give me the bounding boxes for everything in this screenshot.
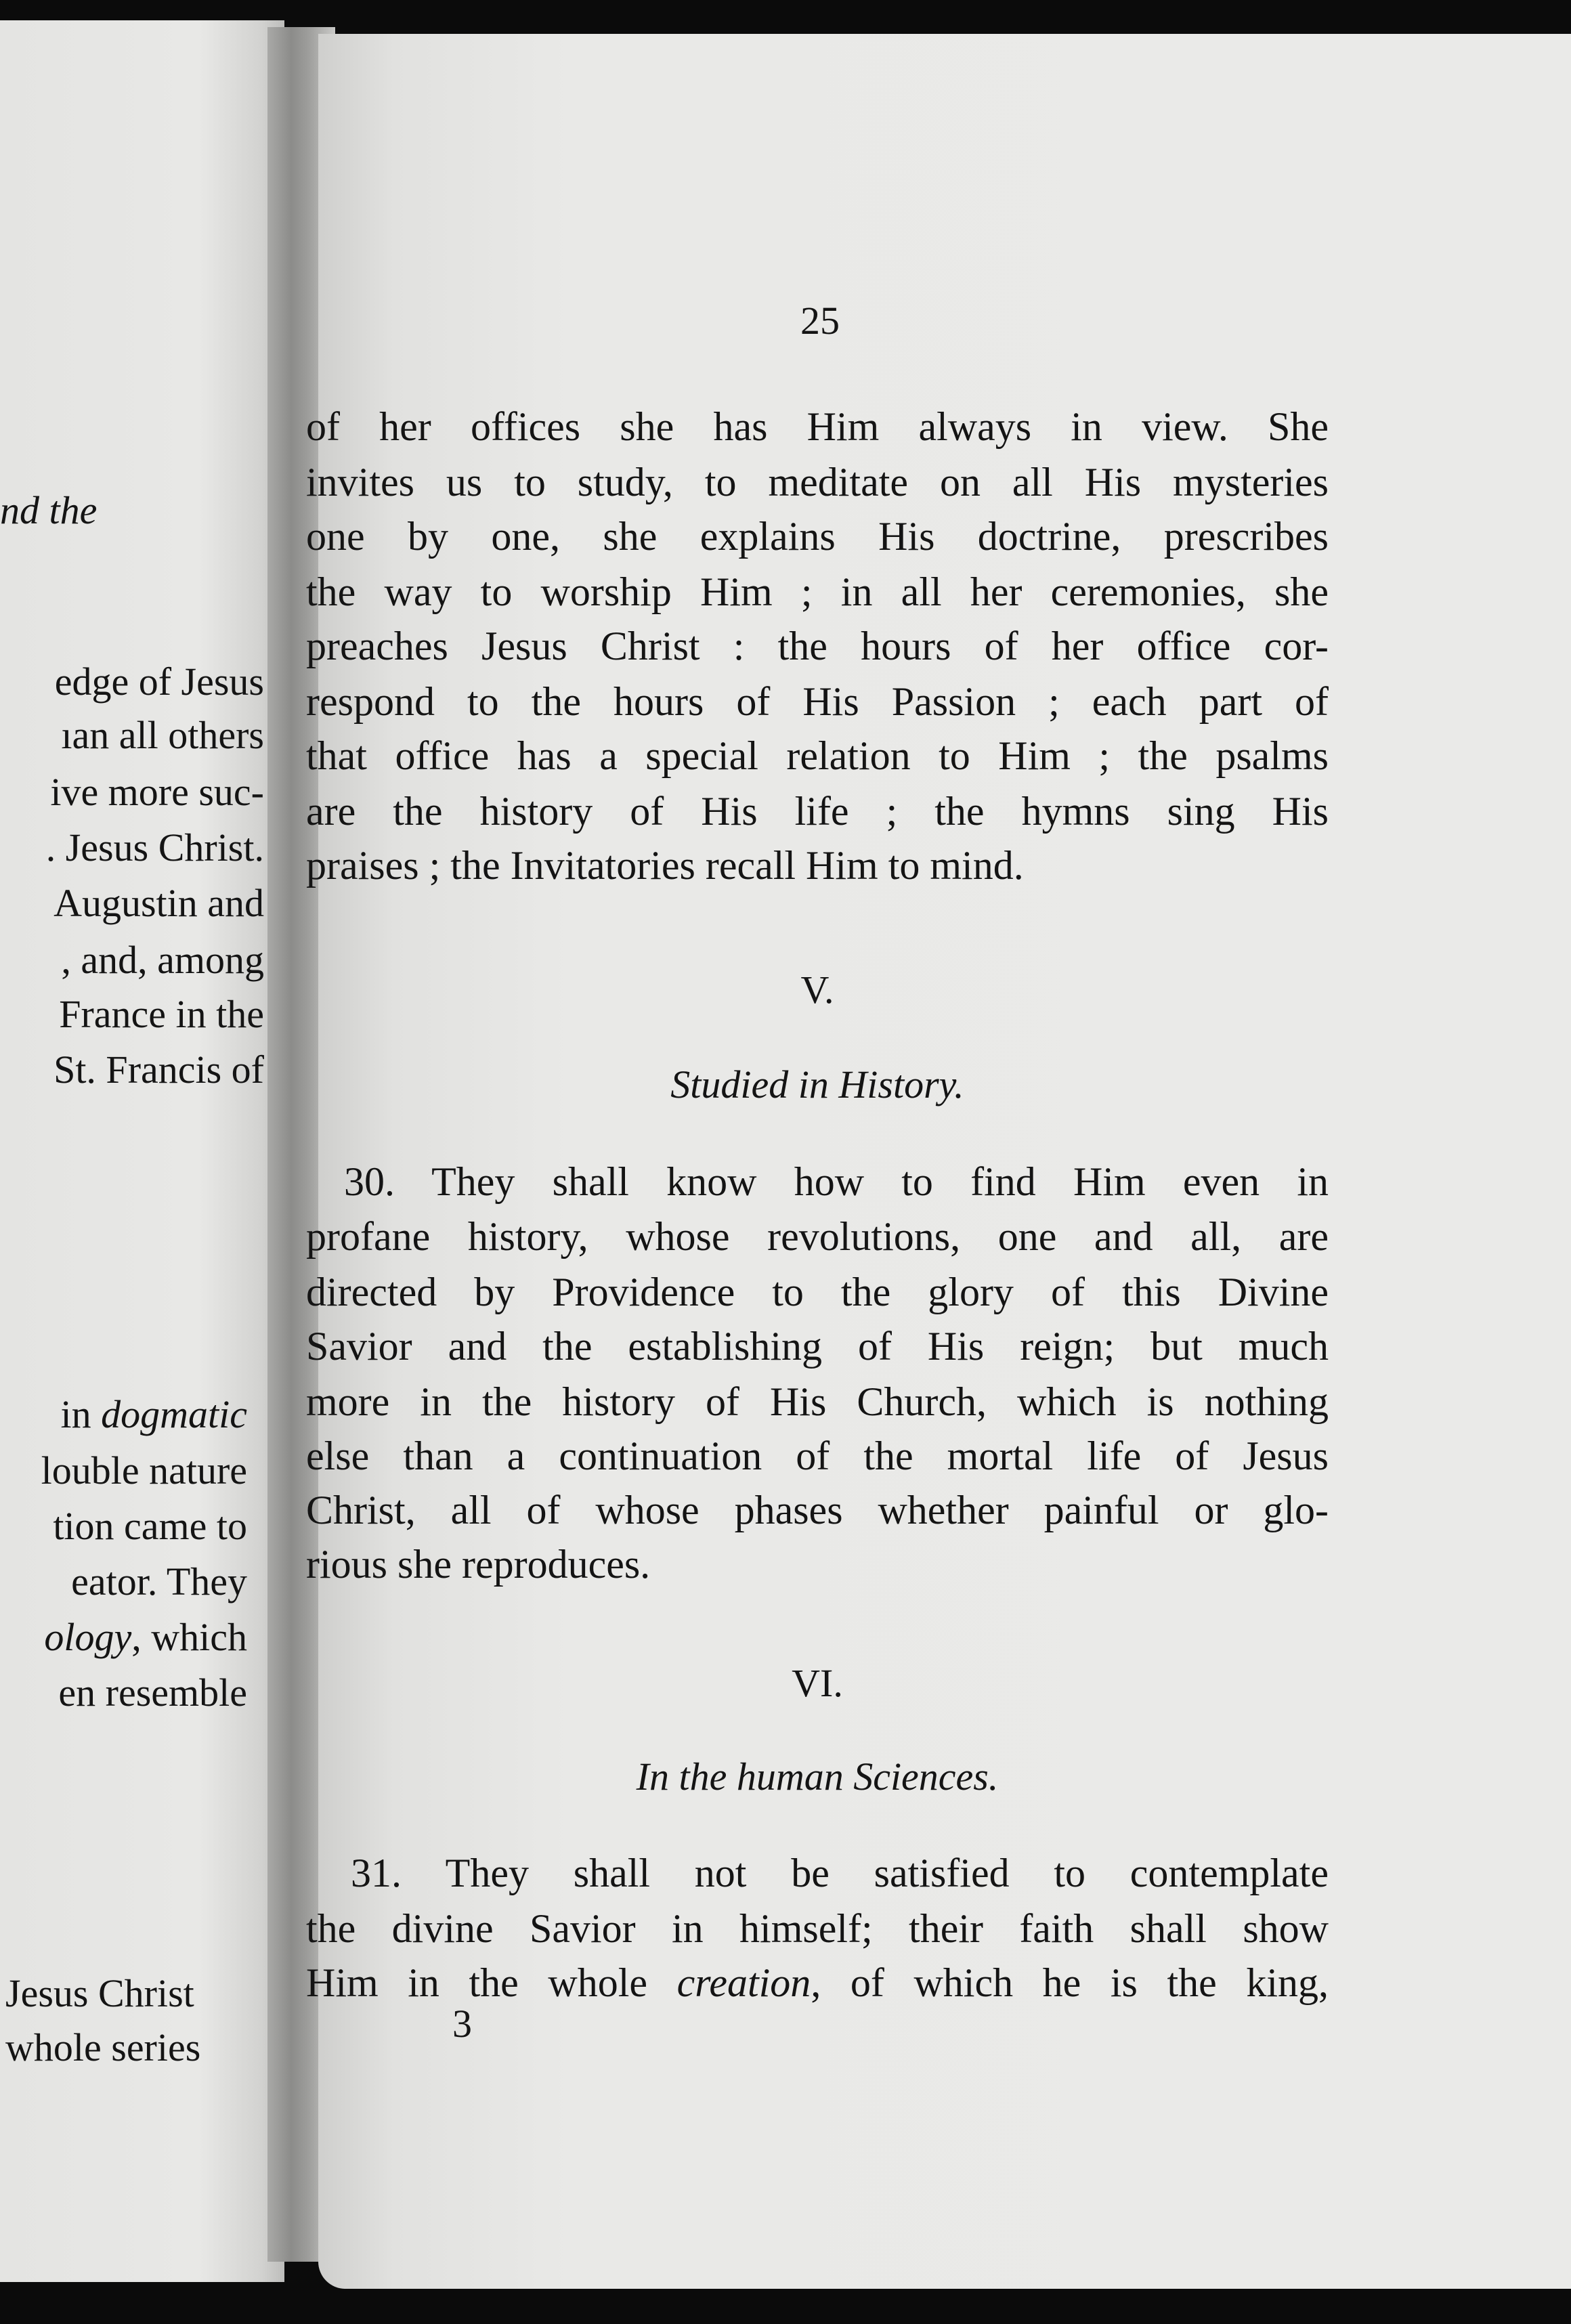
section-title: In the human Sciences. [636,1755,999,1799]
paragraph-line: 31. They shall not be satisfied to contemplate [351,1851,1329,1895]
paragraph-line: more in the history of His Church, which is nothing [306,1379,1329,1424]
left-page-line: ology, which [44,1615,247,1659]
paragraph-line: praises ; the Invitatories recall Him to mind. [306,843,1024,888]
paragraph-line: preaches Jesus Christ : the hours of her office cor- [306,624,1329,668]
left-page-line: en resemble [58,1671,247,1715]
left-page-line: ive more suc- [50,770,264,814]
paragraph-line: 30. They shall know how to find Him even in [344,1159,1329,1204]
left-page-line: Augustin and [53,881,264,925]
paragraph-line: the divine Savior in himself; their faith shall show [306,1906,1329,1951]
paragraph-line: one by one, she explains His doctrine, prescribes [306,514,1329,559]
left-page-line: whole series [5,2025,201,2069]
left-page-line: Jesus Christ [5,1971,194,2015]
emphasized-word: ology [44,1615,132,1659]
paragraph-line: profane history, whose revolutions, one and all, are [306,1214,1329,1259]
paragraph-line: of her offices she has Him always in view. She [306,404,1329,449]
paragraph-line: are the history of His life ; the hymns sing His [306,789,1329,834]
paragraph-line: the way to worship Him ; in all her ceremonies, she [306,569,1329,614]
paragraph-line: Christ, all of whose phases whether painful or glo- [306,1488,1329,1532]
section-title: Studied in History. [670,1062,964,1106]
section-numeral: VI. [792,1661,843,1705]
signature-mark: 3 [452,2002,472,2046]
left-page-line: louble nature [41,1448,247,1492]
left-page-line: ıan all others [61,713,264,757]
section-numeral: V. [800,968,834,1012]
left-page-line: edge of Jesus [54,660,264,704]
left-page-line: St. Francis of [53,1048,264,1092]
emphasized-word: creation [676,1960,811,2005]
page-number: 25 [800,299,840,343]
paragraph-line: directed by Providence to the glory of this Divine [306,1270,1329,1314]
left-page-line: tion came to [53,1504,247,1548]
left-page-line: France in the [59,992,264,1036]
left-page-line: nd the [0,488,98,532]
paragraph-line: respond to the hours of His Passion ; each part of [306,679,1329,724]
paragraph-line: rious she reproduces. [306,1542,651,1587]
paragraph-line: Savior and the establishing of His reign; but much [306,1324,1329,1369]
left-page-line: . Jesus Christ. [45,825,264,869]
left-page-line: eator. They [71,1559,247,1604]
paragraph-line: else than a continuation of the mortal life of Jesus [306,1434,1329,1478]
paragraph-line: that office has a special relation to Him ; the psalms [306,733,1329,778]
emphasized-word: dogmatic [101,1392,247,1436]
left-facing-page [0,20,284,2282]
left-page-line: , and, among [61,938,264,982]
paragraph-line: invites us to study, to meditate on all His mysteries [306,460,1329,504]
line-text: , of which he is the king, [811,1960,1329,2005]
left-page-line: in dogmatic [60,1392,247,1436]
line-text: Him in the whole [306,1960,677,2005]
